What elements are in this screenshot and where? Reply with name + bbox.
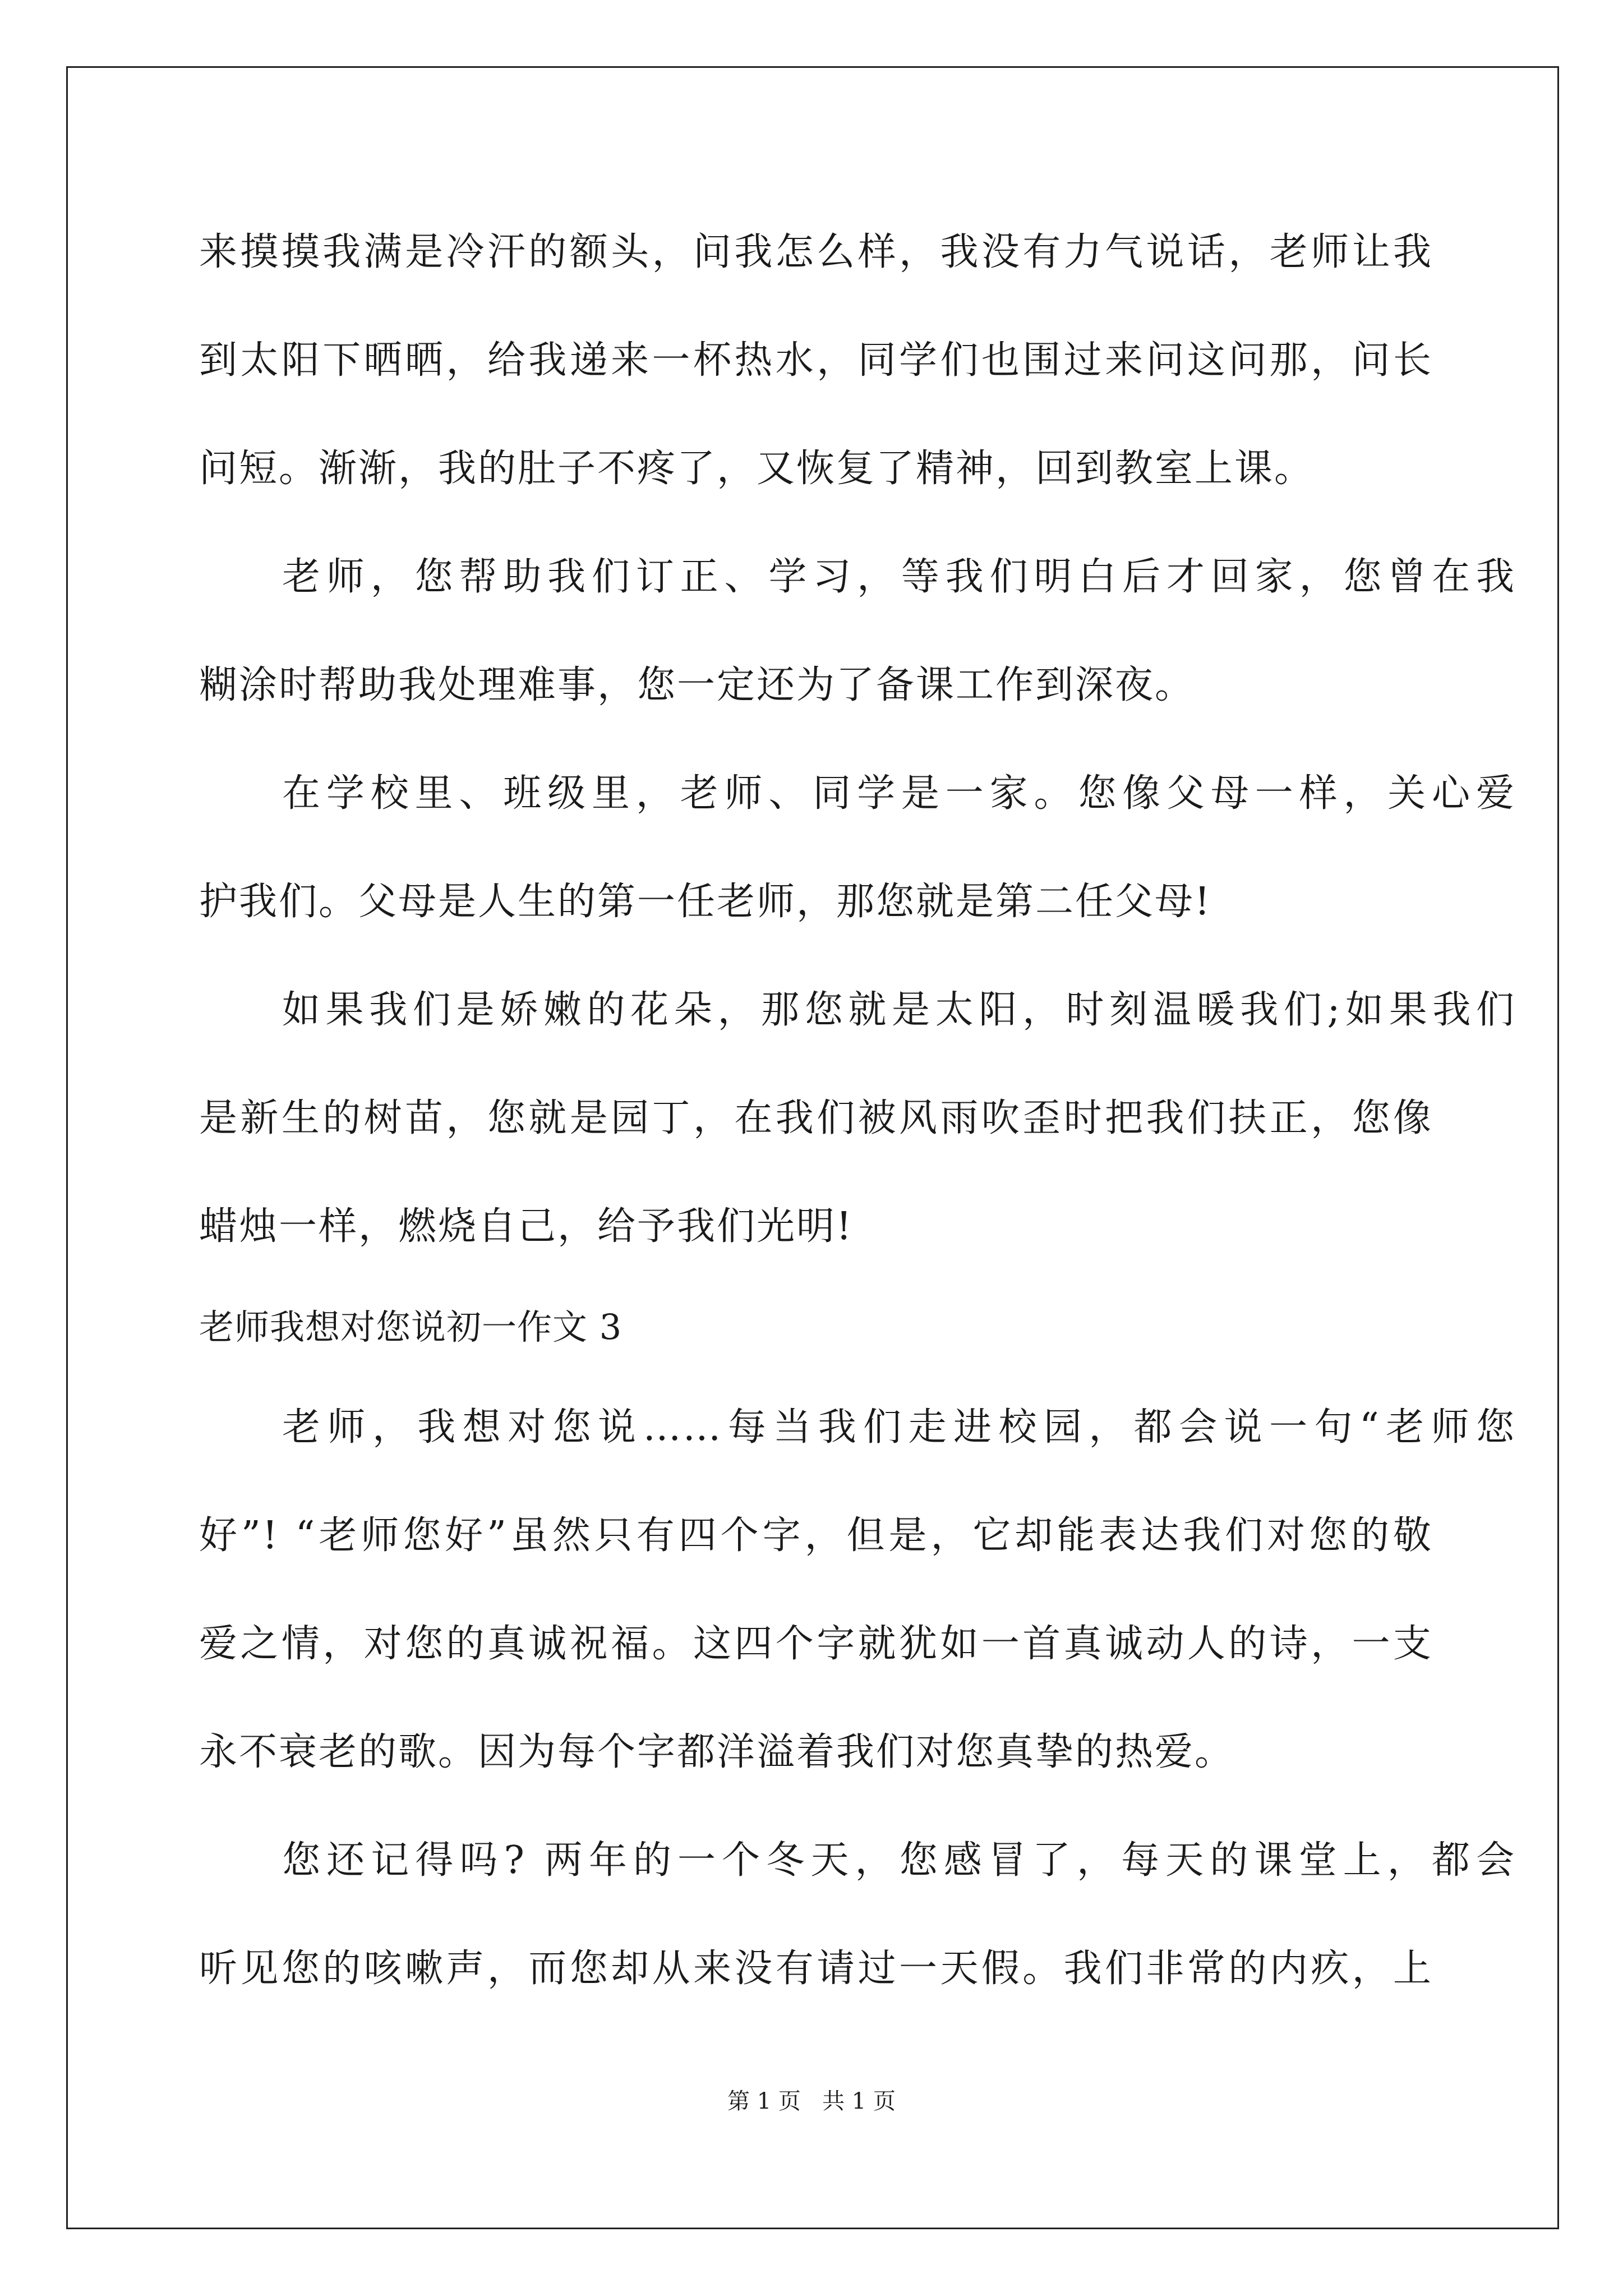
paragraph-first-line: 老师，我想对您说……每当我们走进校园，都会说一句“老师您 xyxy=(282,1405,1516,1450)
body-line: 蜡烛一样，燃烧自己，给予我们光明! xyxy=(199,1204,854,1249)
body-line: 爱之情，对您的真诚祝福。这四个字就犹如一首真诚动人的诗，一支 xyxy=(199,1622,1433,1666)
body-line: 护我们。父母是人生的第一任老师，那您就是第二任父母! xyxy=(199,880,1212,924)
paragraph-first-line: 在学校里、班级里，老师、同学是一家。您像父母一样，关心爱 xyxy=(282,771,1516,816)
body-line: 问短。渐渐，我的肚子不疼了，又恢复了精神，回到教室上课。 xyxy=(199,447,1315,491)
body-line: 好”! “老师您好”虽然只有四个字，但是，它却能表达我们对您的敬 xyxy=(199,1513,1433,1558)
body-line: 是新生的树苗，您就是园丁，在我们被风雨吹歪时把我们扶正，您像 xyxy=(199,1096,1433,1140)
paragraph-first-line: 如果我们是娇嫩的花朵，那您就是太阳，时刻温暖我们;如果我们 xyxy=(282,988,1516,1032)
body-line: 糊涂时帮助我处理难事，您一定还为了备课工作到深夜。 xyxy=(199,663,1195,707)
body-line: 听见您的咳嗽声，而您却从来没有请过一天假。我们非常的内疚，上 xyxy=(199,1947,1433,1991)
paragraph-first-line: 老师，您帮助我们订正、学习，等我们明白后才回家，您曾在我 xyxy=(282,555,1516,599)
page-frame xyxy=(66,66,1559,2229)
body-line: 永不衰老的歌。因为每个字都洋溢着我们对您真挚的热爱。 xyxy=(199,1730,1235,1774)
section-heading: 老师我想对您说初一作文 3 xyxy=(199,1306,623,1347)
page-number: 第 1 页 共 1 页 xyxy=(727,2088,896,2114)
body-line: 来摸摸我满是冷汗的额头，问我怎么样，我没有力气说话，老师让我 xyxy=(199,230,1433,274)
body-line: 到太阳下晒晒，给我递来一杯热水，同学们也围过来问这问那，问长 xyxy=(199,338,1433,383)
paragraph-first-line: 您还记得吗? 两年的一个冬天，您感冒了，每天的课堂上，都会 xyxy=(282,1838,1516,1883)
